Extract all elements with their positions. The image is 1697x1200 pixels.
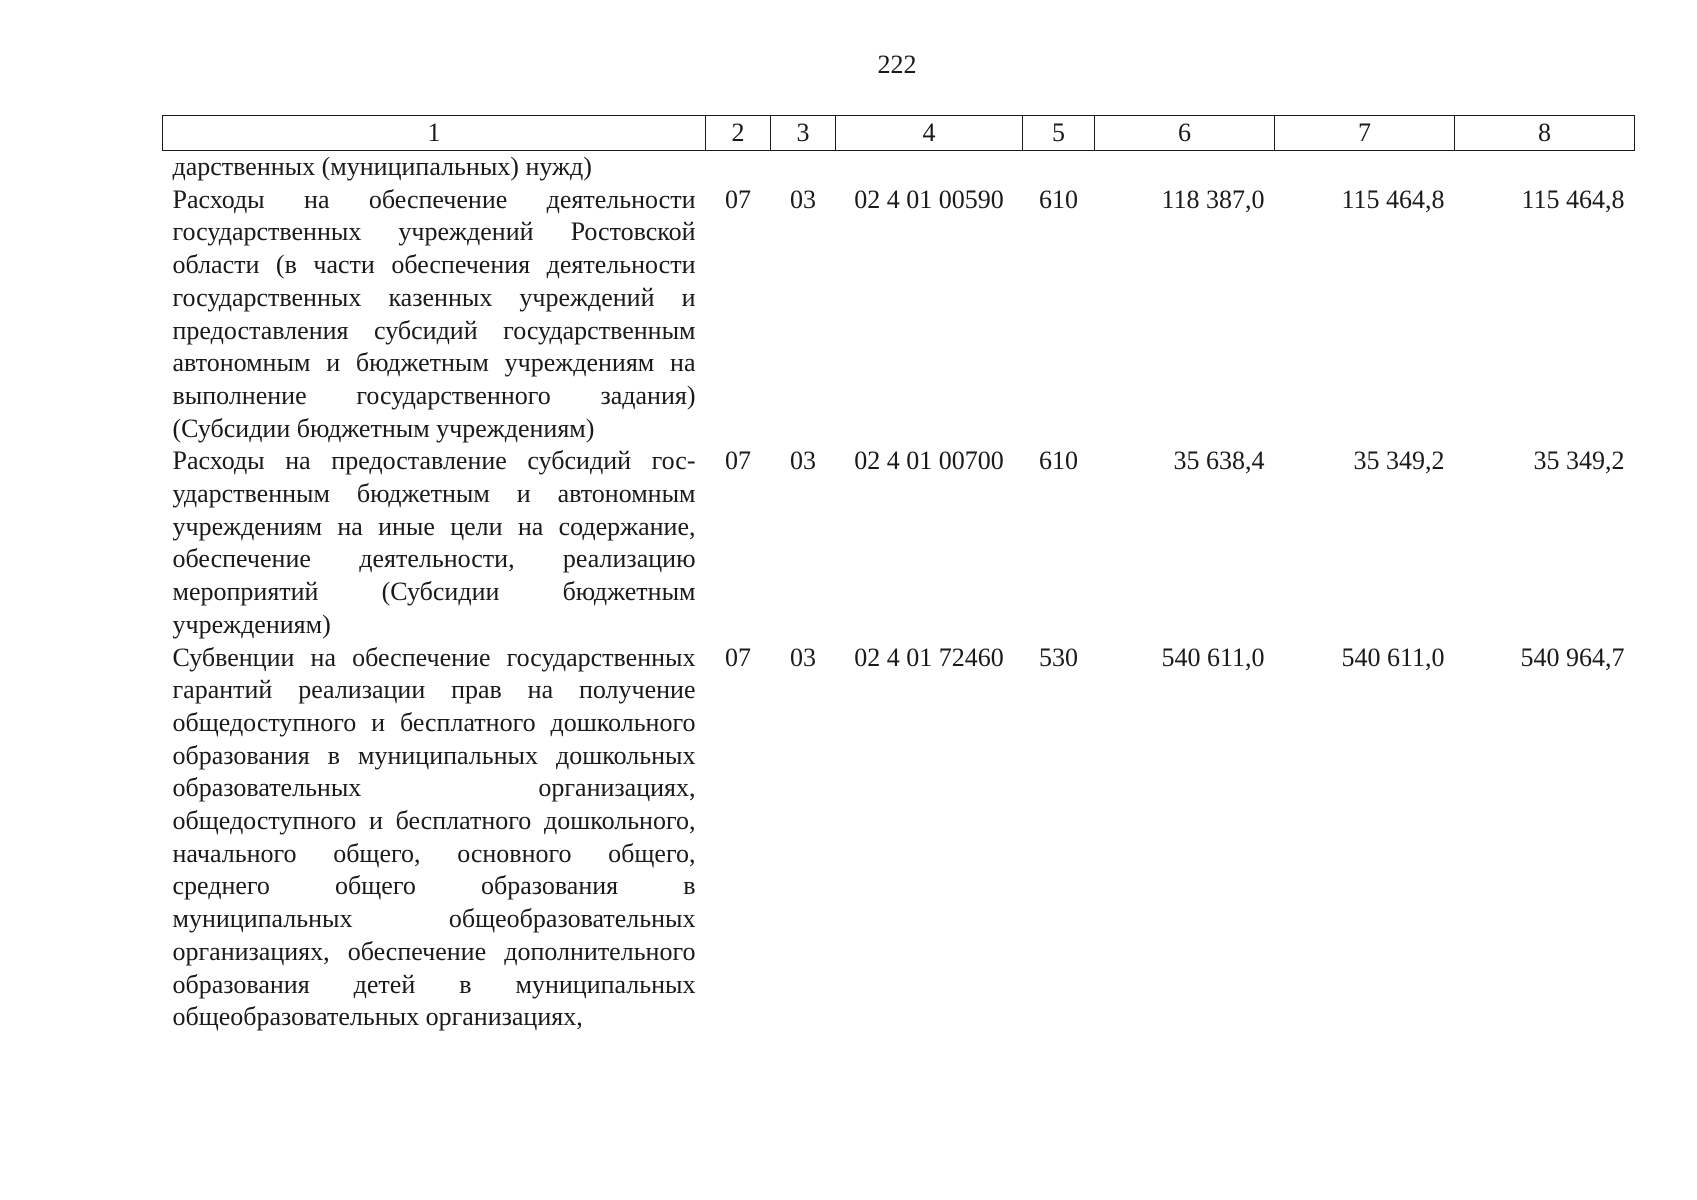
row-description: Расходы на предоставление субсидий государственным бюджетным и автономным учреждениям на иные цели на содержание, обеспечение деятельности, реализацию мероприятий (Субсидии бюджетным учреждениям): [172, 446, 696, 639]
row-value-1: [1095, 151, 1275, 184]
row-section: 07: [725, 642, 751, 672]
row-description: дарственных (муниципальных) нужд): [172, 152, 592, 181]
header-row: [163, 116, 1635, 151]
row-value-3: 35 349,2: [1533, 446, 1625, 476]
column-header-6: 6: [1095, 116, 1275, 151]
row-subsection: 03: [790, 642, 816, 672]
page-number: 222: [877, 50, 917, 79]
row-expense-type: [1023, 151, 1095, 184]
row-value-2: [1275, 151, 1455, 184]
table-row: [163, 151, 1635, 184]
row-value-3: [1455, 151, 1635, 184]
row-description: Субвенции на обеспечение государственных гарантий реализации прав на получение общедоступного и бесплатного дошкольного образования в муниципальных дошкольных образовательных организациях, общедоступного и бесплатного дошкольного, начального общего, основного общего, среднего общего образования в муниципальных общеобразовательных организациях, обеспечение дополнительного образования детей в муниципальных общеобразовательных организациях,: [172, 642, 696, 1032]
row-expense-type: 610: [1039, 184, 1078, 214]
row-subsection: [771, 151, 836, 184]
row-value-2: 35 349,2: [1353, 446, 1445, 476]
row-section: [706, 151, 771, 184]
row-value-3: 540 964,7: [1520, 642, 1625, 672]
row-description: Расходы на обеспечение деятельности государственных учреждений Ростовской области (в части обеспечения деятельности государственных казенных учреждений и предоставления субсидий государственным автономным и бюджетным учреждениям на выполнение государственного задания) (Субсидии бюджетным учреждениям): [172, 184, 696, 443]
row-expense-type: 530: [1039, 642, 1078, 672]
row-target-code: 02 4 01 00590: [854, 184, 1004, 214]
row-value-1: 35 638,4: [1173, 446, 1265, 476]
row-subsection: 03: [790, 184, 816, 214]
row-value-1: 118 387,0: [1161, 184, 1265, 214]
row-subsection: 03: [790, 446, 816, 476]
column-header-3: 3: [771, 116, 836, 151]
row-target-code: 02 4 01 72460: [854, 642, 1004, 672]
table-row: [163, 184, 1635, 446]
row-value-1: 540 611,0: [1161, 642, 1265, 672]
column-header-7: 7: [1275, 116, 1455, 151]
row-target-code: [836, 151, 1023, 184]
row-value-2: 540 611,0: [1341, 642, 1445, 672]
row-section: 07: [725, 184, 751, 214]
column-header-5: 5: [1023, 116, 1095, 151]
row-section: 07: [725, 446, 751, 476]
column-header-8: 8: [1455, 116, 1635, 151]
column-header-4: 4: [836, 116, 1023, 151]
row-value-3: 115 464,8: [1521, 184, 1625, 214]
column-header-1: 1: [163, 116, 706, 151]
row-expense-type: 610: [1039, 446, 1078, 476]
table-row: [163, 642, 1635, 1034]
table-row: [163, 445, 1635, 641]
row-value-2: 115 464,8: [1341, 184, 1445, 214]
column-header-2: 2: [706, 116, 771, 151]
row-target-code: 02 4 01 00700: [854, 446, 1004, 476]
budget-table: [162, 115, 1635, 1034]
